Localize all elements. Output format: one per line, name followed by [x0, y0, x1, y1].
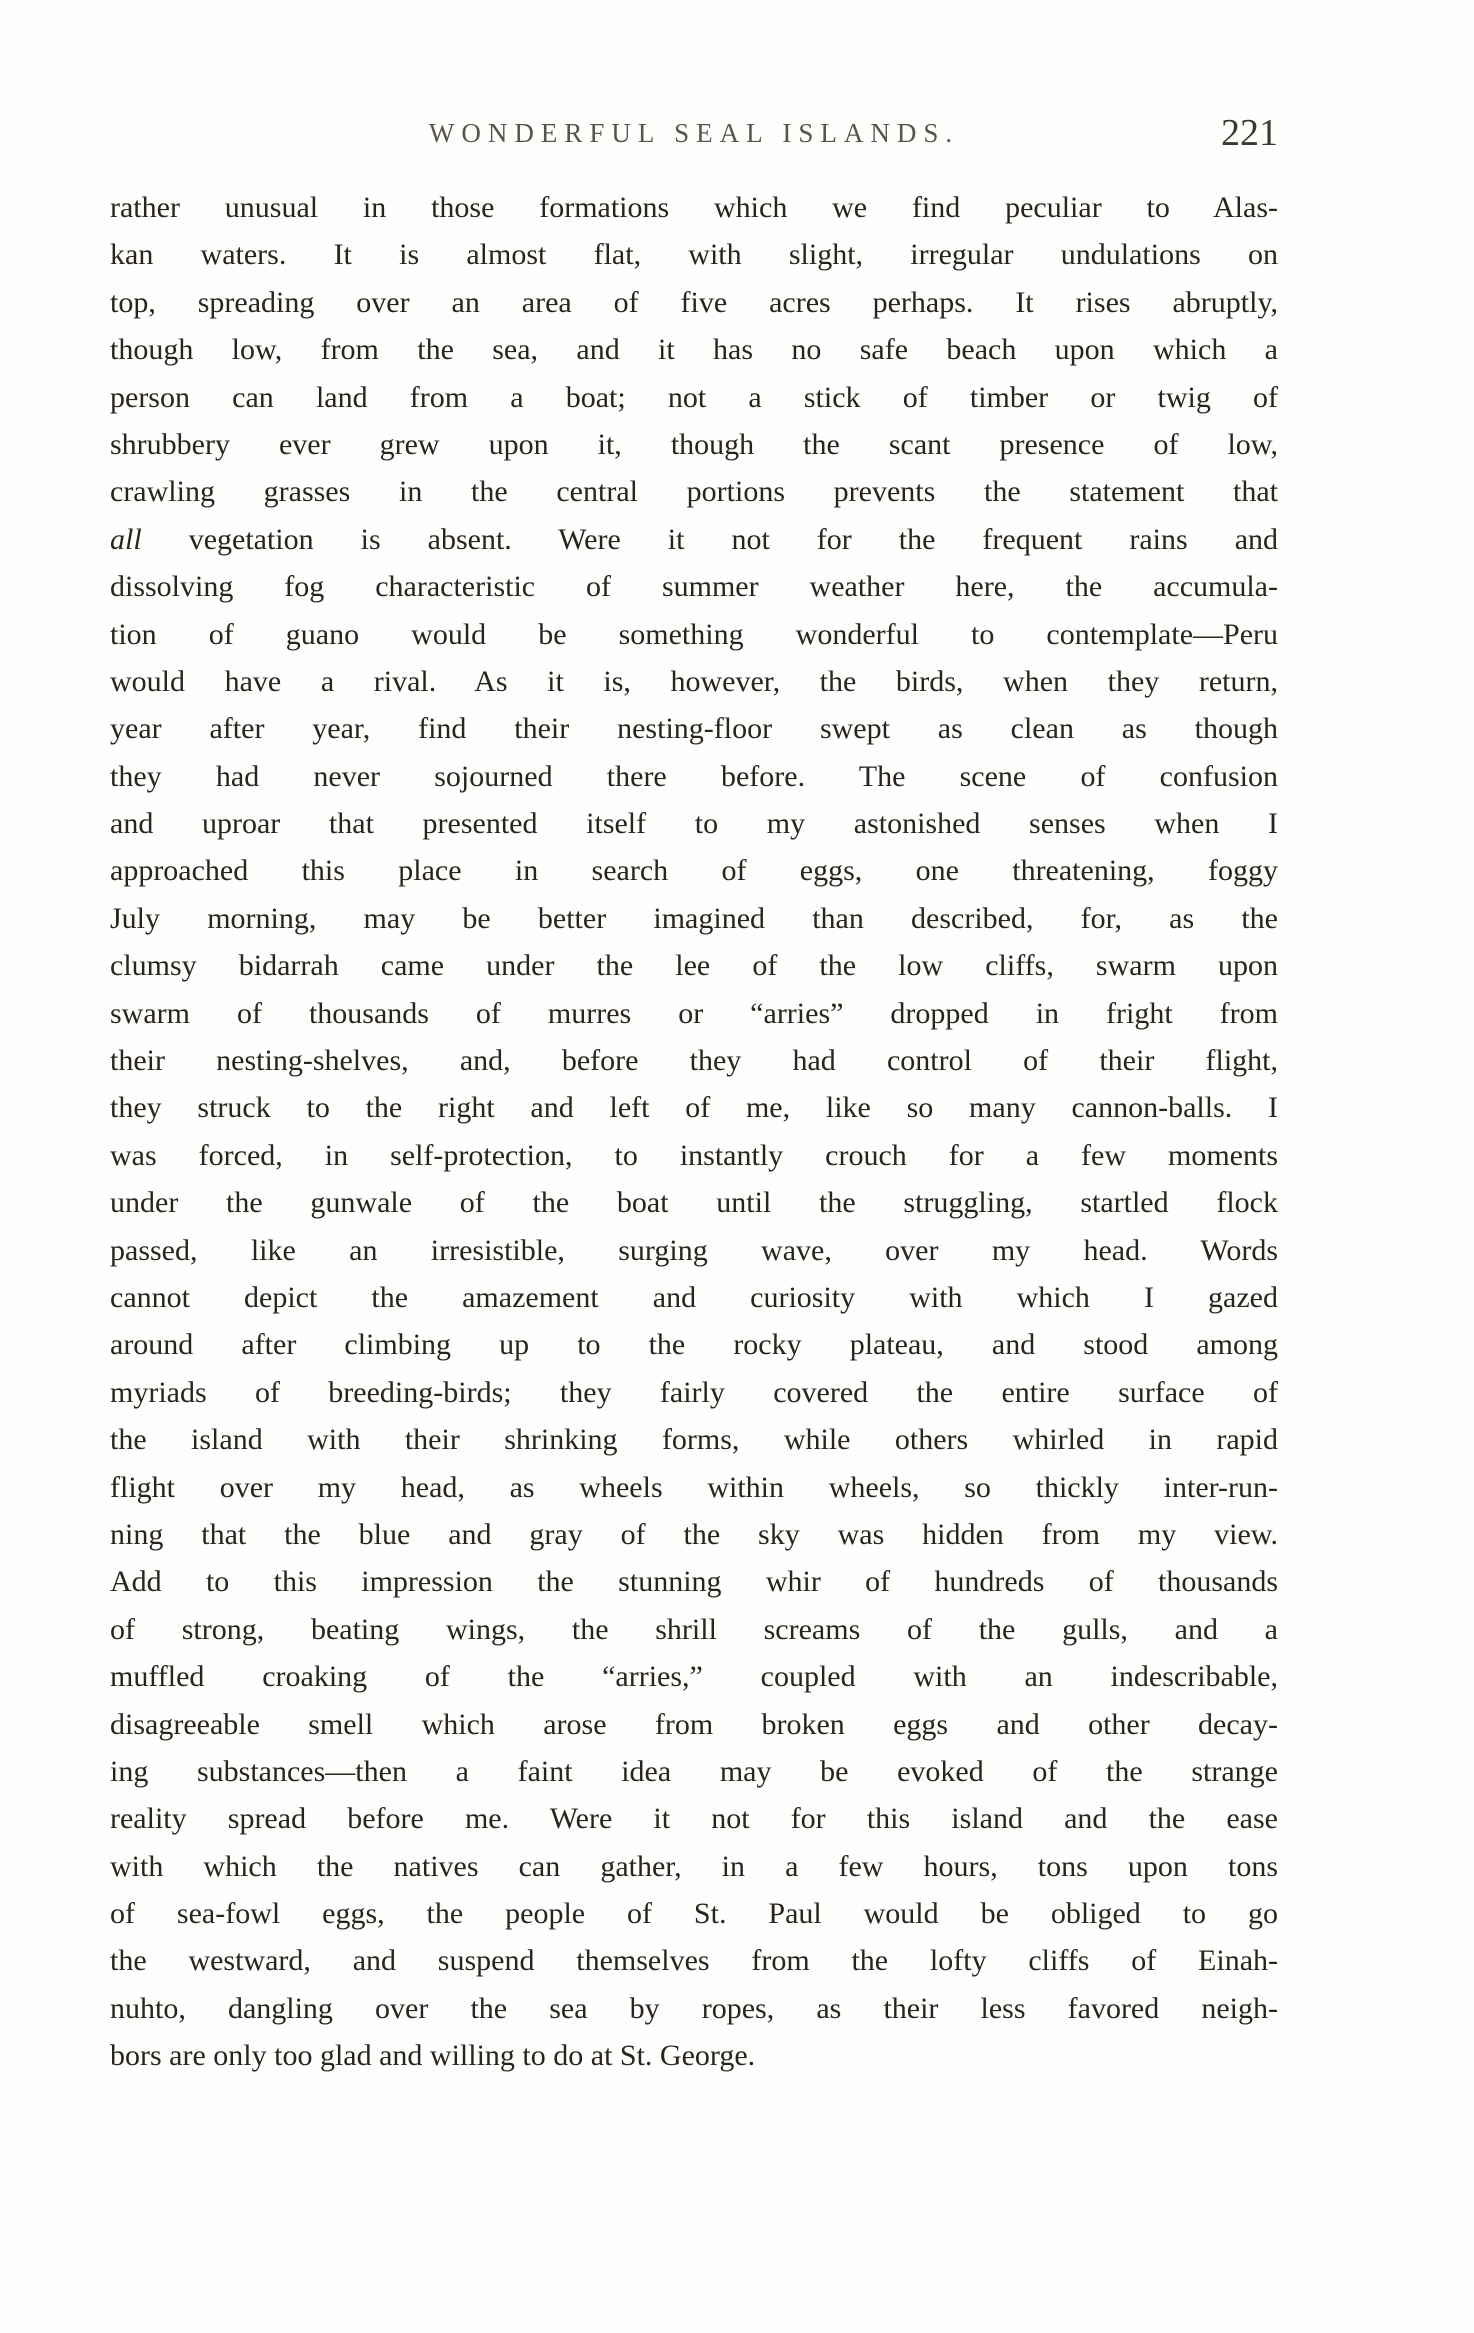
text-line: though low, from the sea, and it has no safe beach upon which a	[110, 333, 1278, 367]
text-line: Add to this impression the stunning whir of hundreds of thousands	[110, 1565, 1278, 1599]
text-line: flight over my head, as wheels within wheels, so thickly inter-run-	[110, 1470, 1278, 1504]
text-line: top, spreading over an area of five acres perhaps. It rises abruptly,	[110, 285, 1278, 319]
text-line: rather unusual in those formations which we find peculiar to Alas-	[110, 191, 1278, 224]
text-line: was forced, in self-protection, to instantly crouch for a few moments	[110, 1138, 1278, 1172]
text-line: disagreeable smell which arose from broken eggs and other decay-	[110, 1707, 1278, 1741]
text-line: the westward, and suspend themselves from the lofty cliffs of Einah-	[110, 1944, 1278, 1978]
running-title: WONDERFUL SEAL ISLANDS.	[428, 118, 960, 148]
body-text	[110, 184, 1278, 2080]
page-header	[110, 108, 1278, 158]
text-line-last: bors are only too glad and willing to do at St. George.	[110, 2039, 756, 2073]
text-line: muffled croaking of the “arries,” coupled with an indescribable,	[110, 1660, 1278, 1694]
text-line: person can land from a boat; not a stick of timber or twig of	[110, 380, 1278, 414]
text-line: shrubbery ever grew upon it, though the scant presence of low,	[110, 427, 1278, 461]
text-line: cannot depict the amazement and curiosity with which I gazed	[110, 1280, 1278, 1314]
text-line: they had never sojourned there before. The scene of confusion	[110, 759, 1278, 793]
italic-word: all	[110, 522, 142, 556]
text-line: myriads of breeding-birds; they fairly covered the entire surface of	[110, 1375, 1278, 1409]
text-line: crawling grasses in the central portions prevents the statement that	[110, 475, 1278, 509]
text-line: under the gunwale of the boat until the struggling, startled flock	[110, 1186, 1278, 1220]
text-line: July morning, may be better imagined than described, for, as the	[110, 901, 1278, 935]
text-line: ning that the blue and gray of the sky was hidden from my view.	[110, 1517, 1278, 1551]
text-line: passed, like an irresistible, surging wave, over my head. Words	[110, 1233, 1278, 1267]
text-line: swarm of thousands of murres or “arries” dropped in fright from	[110, 996, 1278, 1030]
text-line: would have a rival. As it is, however, the birds, when they return,	[110, 664, 1278, 698]
text-line-with-italic	[110, 516, 1278, 563]
text-line-remainder: vegetation is absent. Were it not for the frequent rains and	[188, 522, 1279, 556]
text-line: approached this place in search of eggs, one threatening, foggy	[110, 854, 1278, 888]
text-line: reality spread before me. Were it not for this island and the ease	[110, 1802, 1278, 1836]
text-line: year after year, find their nesting-floor swept as clean as though	[110, 712, 1278, 746]
text-line: and uproar that presented itself to my astonished senses when I	[110, 807, 1278, 841]
text-line: dissolving fog characteristic of summer weather here, the accumula-	[110, 570, 1278, 604]
text-line: with which the natives can gather, in a few hours, tons upon tons	[110, 1849, 1278, 1883]
text-line: of sea-fowl eggs, the people of St. Paul would be obliged to go	[110, 1897, 1278, 1931]
text-line: their nesting-shelves, and, before they had control of their flight,	[110, 1044, 1278, 1078]
text-line: the island with their shrinking forms, while others whirled in rapid	[110, 1423, 1278, 1457]
text-line: kan waters. It is almost flat, with slight, irregular undulations on	[110, 238, 1278, 272]
text-line: of strong, beating wings, the shrill screams of the gulls, and a	[110, 1612, 1278, 1646]
text-line: they struck to the right and left of me, like so many cannon-balls. I	[110, 1091, 1278, 1125]
text-line: around after climbing up to the rocky plateau, and stood among	[110, 1328, 1278, 1362]
text-line: nuhto, dangling over the sea by ropes, as their less favored neigh-	[110, 1991, 1278, 2025]
text-line: tion of guano would be something wonderful to contemplate—Peru	[110, 617, 1278, 651]
page-number: 221	[1221, 112, 1278, 154]
text-line: ing substances—then a faint idea may be evoked of the strange	[110, 1754, 1278, 1788]
text-line: clumsy bidarrah came under the lee of the low cliffs, swarm upon	[110, 949, 1278, 983]
